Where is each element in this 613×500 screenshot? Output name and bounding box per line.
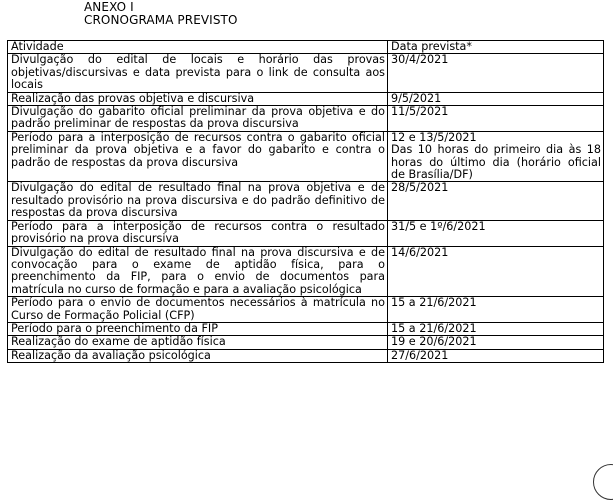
table-row (8, 246, 604, 297)
table-header-row (8, 41, 604, 54)
column-header-activity: Atividade (8, 41, 388, 54)
date-cell (388, 182, 604, 220)
table-row (8, 92, 604, 105)
date-cell (388, 349, 604, 362)
activity-cell: Realização da avaliação psicológica (8, 349, 388, 362)
activity-cell: Realização do exame de aptidão física (8, 336, 388, 349)
date-cell (388, 297, 604, 323)
activity-cell: Período para a interposição de recursos contra o resultado provisório na prova discursiva (8, 220, 388, 246)
document-header (84, 1, 238, 27)
date-text: 30/4/2021 (391, 53, 449, 67)
activity-cell: Divulgação do gabarito oficial preliminar da prova objetiva e do padrão preliminar de respostas da prova discursiva (8, 106, 388, 132)
date-cell (388, 106, 604, 132)
page-corner-mark (593, 464, 613, 500)
table-row (8, 220, 604, 246)
date-text: 12 e 13/5/2021 (391, 131, 477, 144)
activity-cell: Divulgação do edital de resultado final na prova discursiva e de convocação para o exame de aptidão física, para o preenchimento da FIP, para o envio de documentos para matrícula no curso de formação e para a avaliação psicológica (8, 246, 388, 297)
date-text: 28/5/2021 (391, 181, 449, 195)
date-text: 27/6/2021 (391, 349, 449, 362)
date-cell (388, 336, 604, 349)
activity-cell: Divulgação do edital de resultado final na prova objetiva e de resultado provisório na prova discursiva e do padrão definitivo de respostas da prova discursiva (8, 182, 388, 220)
date-text: 15 a 21/6/2021 (391, 322, 477, 335)
date-cell (388, 131, 604, 182)
date-text: 31/5 e 1º/6/2021 (391, 220, 486, 233)
table-row (8, 336, 604, 349)
document-title: CRONOGRAMA PREVISTO (84, 13, 238, 27)
activity-cell: Período para a interposição de recursos contra o gabarito oficial preliminar da prova objetiva e a favor do gabarito e contra o padrão de respostas da prova discursiva (8, 131, 388, 182)
activity-cell: Realização das provas objetiva e discursiva (8, 92, 388, 105)
activity-cell: Período para o preenchimento da FIP (8, 322, 388, 335)
date-text: 14/6/2021 (391, 246, 449, 259)
column-header-date: Data prevista* (388, 41, 604, 54)
date-cell (388, 246, 604, 297)
annex-label: ANEXO I (84, 0, 134, 14)
table-row (8, 182, 604, 220)
date-cell (388, 92, 604, 105)
table-row (8, 106, 604, 132)
activity-cell: Período para o envio de documentos necessários à matrícula no Curso de Formação Policial (CFP) (8, 297, 388, 323)
table-row (8, 54, 604, 92)
table-row (8, 131, 604, 182)
date-text: 11/5/2021 (391, 105, 449, 119)
schedule-table (7, 40, 604, 363)
date-text: 19 e 20/6/2021 (391, 335, 477, 349)
table-row (8, 297, 604, 323)
table-row (8, 349, 604, 362)
date-text: 15 a 21/6/2021 (391, 296, 477, 310)
activity-cell: Divulgação do edital de locais e horário das provas objetivas/discursivas e data prevista para o link de consulta aos locais (8, 54, 388, 92)
date-text: 9/5/2021 (391, 92, 442, 105)
date-cell (388, 220, 604, 246)
date-cell (388, 322, 604, 335)
date-cell (388, 54, 604, 92)
date-note: Das 10 horas do primeiro dia às 18 horas do último dia (horário oficial de Brasília/DF) (391, 143, 601, 182)
table-row (8, 322, 604, 335)
